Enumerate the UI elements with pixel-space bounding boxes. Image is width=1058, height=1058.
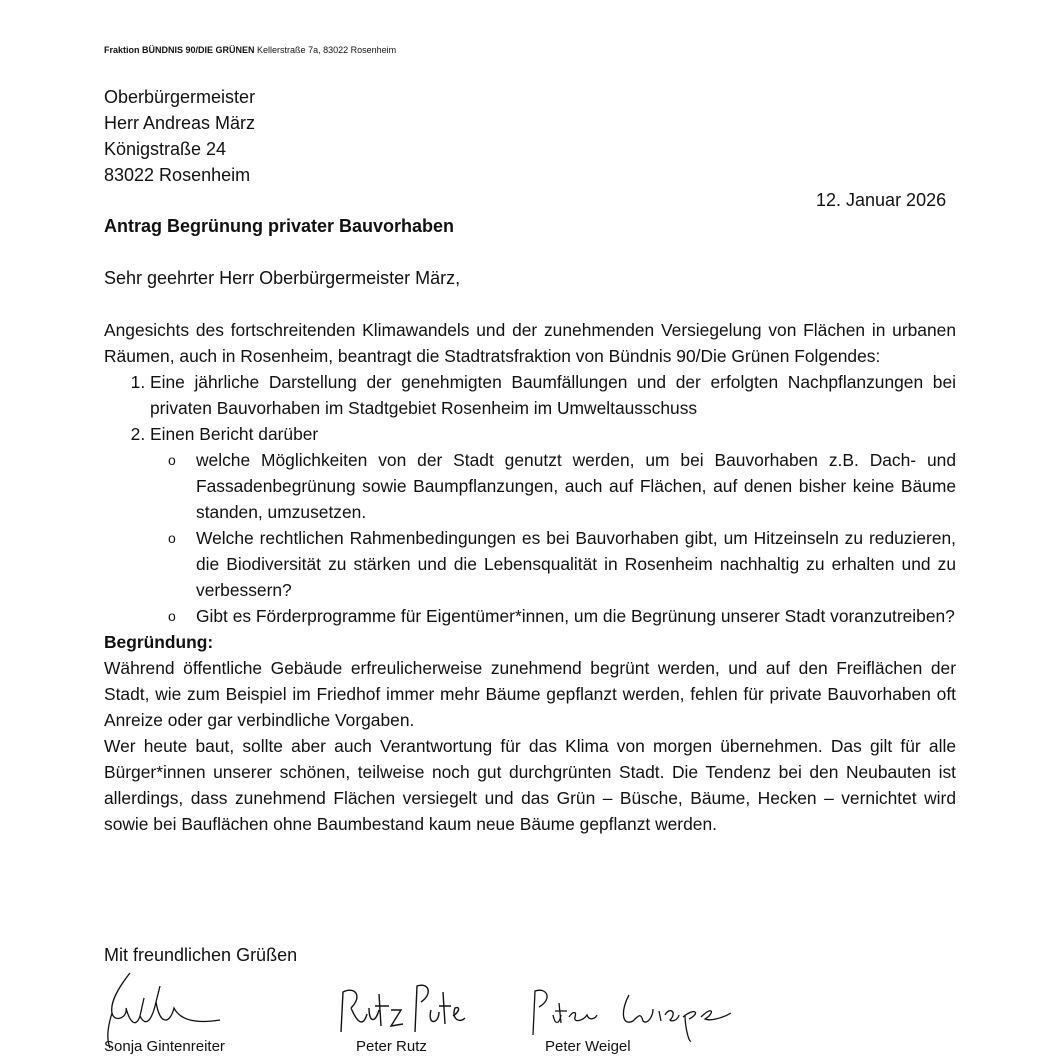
report-text: welche Möglichkeiten von der Stadt genutzt werden, um bei Bauvorhaben z.B. Dach- und Fassadenbegrünung sowie Baumpflanzungen, auch auf Flächen, auf denen bisher keine Bäume standen, umzusetzen.: [196, 450, 956, 522]
signature-weigel-icon: [525, 985, 735, 1045]
signatory-name: Peter Weigel: [545, 1038, 631, 1055]
report-item: [168, 447, 956, 525]
circle-bullet-icon: o: [168, 452, 176, 468]
letter-subject: Antrag Begrünung privater Bauvorhaben: [104, 216, 455, 236]
recipient-line: Herr Andreas März: [104, 113, 256, 133]
request-text: Einen Bericht darüber: [150, 424, 319, 444]
reasoning-paragraph: Wer heute baut, sollte aber auch Verantwortung für das Klima von morgen übernehmen. Das gilt für alle Bürger*innen unserer schönen, teilweise noch gut durchgrünten Stadt. Die Tendenz bei den Neubauten ist allerdings, dass zunehmend Flächen versiegelt und das Grün – Büsche, Bäume, Hecken – vernichtet wird sowie bei Bauflächen ohne Baumbestand kaum neue Bäume gepflanzt werden.: [104, 736, 956, 834]
report-list: [150, 447, 956, 629]
request-item: [150, 421, 956, 629]
recipient-line: Königstraße 24: [104, 139, 227, 159]
signatory-name: Sonja Gintenreiter: [104, 1038, 225, 1055]
report-item: [168, 603, 956, 629]
sender-line: [104, 45, 396, 55]
sender-address: Kellerstraße 7a, 83022 Rosenheim: [257, 45, 397, 55]
sender-org: Fraktion BÜNDNIS 90/DIE GRÜNEN: [104, 45, 255, 55]
reasoning-paragraph: Während öffentliche Gebäude erfreulicherweise zunehmend begrünt werden, und auf den Freiflächen der Stadt, wie zum Beispiel im Friedhof immer mehr Bäume gepflanzt werden, fehlen für private Bauvorhaben oft Anreize oder gar verbindliche Vorgaben.: [104, 658, 956, 730]
recipient-address: [104, 84, 255, 188]
signature-rutz-icon: [335, 982, 470, 1042]
report-text: Welche rechtlichen Rahmenbedingungen es bei Bauvorhaben gibt, um Hitzeinseln zu reduzieren, die Biodiversität zu stärken und die Lebensqualität in Rosenheim nachhaltig zu erhalten und zu verbessern?: [196, 528, 956, 600]
recipient-line: Oberbürgermeister: [104, 87, 256, 107]
reasoning-heading: Begründung:: [104, 632, 214, 652]
circle-bullet-icon: o: [168, 530, 176, 546]
report-text: Gibt es Förderprogramme für Eigentümer*innen, um die Begrünung unserer Stadt voranzutreiben?: [196, 606, 955, 626]
request-list: [104, 369, 956, 629]
salutation: Sehr geehrter Herr Oberbürgermeister März,: [104, 268, 461, 288]
letter-date: 12. Januar 2026: [816, 190, 947, 210]
report-item: [168, 525, 956, 603]
intro-paragraph: Angesichts des fortschreitenden Klimawandels und der zunehmenden Versiegelung von Flächen in urbanen Räumen, auch in Rosenheim, beantragt die Stadtratsfraktion von Bündnis 90/Die Grünen Folgendes:: [104, 320, 956, 366]
signatory-name: Peter Rutz: [356, 1038, 427, 1055]
request-item: [150, 369, 956, 421]
circle-bullet-icon: o: [168, 608, 176, 624]
letter-body: [104, 317, 956, 837]
closing-greeting: Mit freundlichen Grüßen: [104, 945, 298, 965]
request-text: Eine jährliche Darstellung der genehmigten Baumfällungen und der erfolgten Nachpflanzungen bei privaten Bauvorhaben im Stadtgebiet Rosenheim im Umweltausschuss: [150, 372, 956, 418]
recipient-line: 83022 Rosenheim: [104, 165, 251, 185]
